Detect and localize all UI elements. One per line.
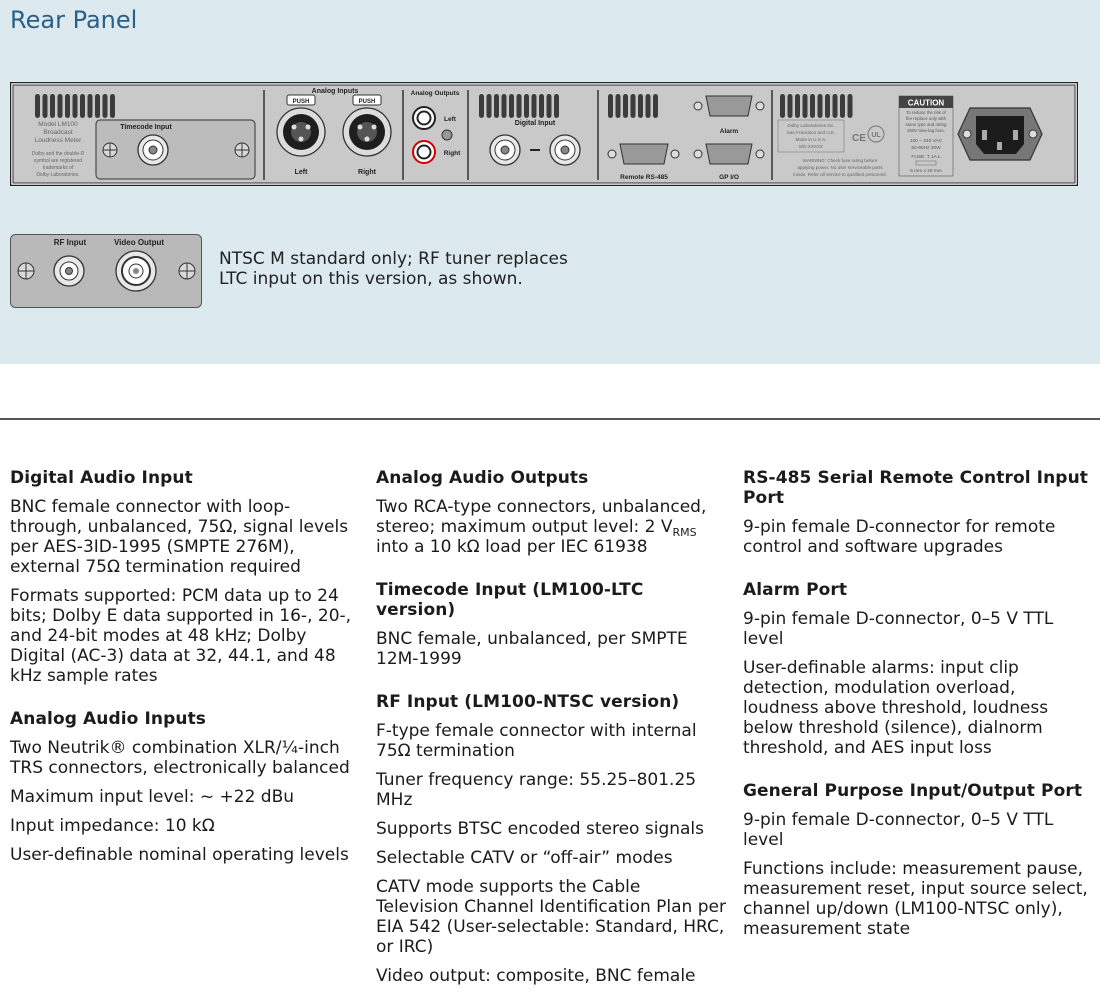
vent-slot	[608, 94, 613, 118]
spec-text: CATV mode supports the Cable Television Channel Identification Plan per EIA 542 (User-selectable: Standard, HRC, or IRC)	[376, 877, 726, 957]
spec-text: Tuner frequency range: 55.25–801.25 MHz	[376, 770, 697, 810]
spec-text: 9-pin female D-connector for remote control and software upgrades	[743, 517, 1056, 557]
ul-mark: UL	[871, 132, 881, 139]
vent-slot	[788, 94, 793, 118]
svg-text:FUSE: T 1A L: FUSE: T 1A L	[911, 155, 941, 160]
caution-text	[905, 110, 947, 133]
spec-text: 9-pin female D-connector, 0–5 V TTL level	[743, 810, 1054, 850]
input-left-label: Left	[294, 169, 308, 176]
svg-text:Made in U.S.A.: Made in U.S.A.	[795, 137, 827, 142]
vent-slot	[479, 94, 484, 118]
spec-text: Formats supported: PCM data up to 24 bits; Dolby E data supported in 16-, 20-, and 24-bit modes at 48 kHz; Dolby Digital (AC-3) data at 32, 44.1, and 48 kHz sample rates	[10, 586, 352, 686]
rf-note-line: NTSC M standard only; RF tuner replaces	[219, 249, 568, 269]
vent-slot	[795, 94, 800, 118]
timecode-input-heading: Timecode Input (LM100-LTC version)	[376, 580, 644, 620]
spec-text: Two RCA-type connectors, unbalanced, stereo; maximum output level: 2 $V_{RMS}$ into a 10 kΩ load per IEC 61938	[376, 497, 707, 557]
rca-left-connector	[413, 107, 435, 129]
bnc-digital-thru-connector	[550, 135, 580, 165]
vent-slot	[65, 94, 70, 118]
spec-column-3	[743, 468, 1093, 948]
rca-right-connector	[413, 141, 435, 163]
svg-text:same type and rating: same type and rating	[905, 122, 947, 127]
vent-slot	[502, 94, 507, 118]
vent-slot	[825, 94, 830, 118]
spec-text: BNC female, unbalanced, per SMPTE 12M-1999	[376, 629, 688, 669]
svg-text:Dolby Laboratories.: Dolby Laboratories.	[36, 172, 80, 178]
digital-audio-input-heading: Digital Audio Input	[10, 468, 193, 488]
f-type-rf-connector	[54, 256, 84, 286]
vent-slot	[539, 94, 544, 118]
vent-slot	[803, 94, 808, 118]
vent-slot	[554, 94, 559, 118]
vent-slot	[509, 94, 514, 118]
screw-icon	[179, 263, 195, 279]
spec-text: Maximum input level: ~ +22 dBu	[10, 787, 295, 807]
svg-text:CAUTION: CAUTION	[907, 98, 945, 108]
spec-column-2	[376, 468, 728, 995]
digital-input-label: Digital Input	[514, 120, 556, 127]
vent-slot	[810, 94, 815, 118]
bnc-digital-in-connector	[490, 135, 520, 165]
vent-slot	[623, 94, 628, 118]
vent-slot	[780, 94, 785, 118]
spec-text: Video output: composite, BNC female	[376, 966, 696, 986]
screw-icon	[18, 263, 34, 279]
svg-text:PUSH: PUSH	[358, 99, 376, 105]
svg-text:Loudness Meter: Loudness Meter	[34, 137, 82, 144]
rf-module-diagram	[10, 234, 202, 308]
svg-text:symbol are registered: symbol are registered	[33, 158, 83, 164]
spec-text: User-definable nominal operating levels	[10, 845, 349, 865]
spec-column-1	[10, 468, 362, 874]
spec-text: User-definable alarms: input clip detection, modulation overload, loudness above threshold, loudness below threshold (silence), dialnorm threshold, and AES input loss	[743, 658, 1049, 758]
vent-slot	[638, 94, 643, 118]
vent-slot	[616, 94, 621, 118]
spec-text: 9-pin female D-connector, 0–5 V TTL level	[743, 609, 1054, 649]
vent-slot	[646, 94, 651, 118]
vent-slot	[487, 94, 492, 118]
svg-text:50-60Hz 30W: 50-60Hz 30W	[911, 146, 941, 151]
vent-slot	[840, 94, 845, 118]
rf-note-line: LTC input on this version, as shown.	[219, 269, 523, 289]
vent-slot	[103, 94, 108, 118]
remote-label: Remote RS-485	[620, 174, 668, 181]
vent-slot	[532, 94, 537, 118]
screw-icon	[235, 143, 249, 157]
screw-icon	[103, 143, 117, 157]
vent-slot	[43, 94, 48, 118]
warning-text	[793, 158, 887, 177]
spec-text: Input impedance: 10 kΩ	[10, 816, 215, 836]
svg-text:applying power. No user servic: applying power. No user serviceable parts	[797, 165, 883, 170]
spec-text: Two Neutrik® combination XLR/¼-inch TRS connectors, electronically balanced	[10, 738, 350, 778]
vent-slot	[653, 94, 658, 118]
spec-text: Functions include: measurement pause, measurement reset, input source select, channel up/down (LM100-NTSC only), measurement state	[743, 859, 1088, 939]
vent-slot	[547, 94, 552, 118]
analog-audio-outputs-heading: Analog Audio Outputs	[376, 468, 589, 488]
analog-outputs-label: Analog Outputs	[410, 90, 460, 97]
vent-slot	[517, 94, 522, 118]
alarm-label: Alarm	[719, 128, 739, 135]
vent-slot	[524, 94, 529, 118]
svg-text:trademarks of: trademarks of	[42, 165, 74, 171]
gpio-port-heading: General Purpose Input/Output Port	[743, 781, 1083, 801]
svg-text:250V time-lag fuse.: 250V time-lag fuse.	[907, 128, 945, 133]
bnc-video-output-connector	[116, 251, 156, 291]
vent-slot	[58, 94, 63, 118]
rf-input-heading: RF Input (LM100-NTSC version)	[376, 692, 680, 712]
rf-input-label: RF Input	[53, 238, 87, 247]
bnc-timecode-connector	[138, 135, 168, 165]
vent-slot	[631, 94, 636, 118]
spec-text: Selectable CATV or “off-air” modes	[376, 848, 673, 868]
output-right-label: Right	[443, 150, 461, 157]
alarm-port-heading: Alarm Port	[743, 580, 848, 600]
ground-post	[442, 130, 452, 140]
svg-text:San Francisco and U.K.: San Francisco and U.K.	[786, 130, 836, 135]
svg-text:inside. Refer all service to q: inside. Refer all service to qualified personnel.	[793, 172, 887, 177]
svg-text:S/N XXXXX: S/N XXXXX	[798, 144, 824, 149]
vent-slot	[818, 94, 823, 118]
svg-text:Broadcast: Broadcast	[43, 129, 73, 136]
vent-slot	[80, 94, 85, 118]
svg-text:fire replace only with: fire replace only with	[905, 116, 947, 121]
svg-text:100 – 240 VAC: 100 – 240 VAC	[909, 139, 943, 144]
section-divider	[0, 418, 1100, 420]
vent-slot	[73, 94, 78, 118]
svg-text:Dolby and the double-D: Dolby and the double-D	[31, 151, 85, 157]
rs485-heading: RS-485 Serial Remote Control Input Port	[743, 468, 1089, 508]
svg-text:Model LM100: Model LM100	[38, 121, 78, 128]
vent-slot	[88, 94, 93, 118]
svg-text:PUSH: PUSH	[292, 99, 310, 105]
vent-slot	[110, 94, 115, 118]
rear-panel-diagram	[10, 82, 1078, 186]
svg-text:To reduce the risk of: To reduce the risk of	[906, 110, 946, 115]
vent-slot	[848, 94, 853, 118]
input-right-label: Right	[358, 169, 376, 176]
vent-slot	[494, 94, 499, 118]
vent-slot	[833, 94, 838, 118]
gpio-label: GP I/O	[719, 174, 739, 181]
analog-inputs-label: Analog Inputs	[311, 88, 359, 95]
power-inlet-icon	[958, 108, 1042, 160]
page-title: Rear Panel	[10, 6, 138, 34]
ce-mark: CE	[852, 133, 866, 144]
vent-slot	[35, 94, 40, 118]
spec-text: BNC female connector with loop-through, unbalanced, 75Ω, signal levels per AES-3ID-1995 (SMPTE 276M), external 75Ω termination required	[10, 497, 349, 577]
svg-text:WARNING: Check fuse rating bef: WARNING: Check fuse rating before	[802, 158, 878, 163]
vent-slot	[95, 94, 100, 118]
svg-text:Dolby Laboratories Inc.: Dolby Laboratories Inc.	[787, 123, 835, 128]
output-left-label: Left	[444, 116, 456, 123]
spec-text: Supports BTSC encoded stereo signals	[376, 819, 705, 839]
spec-text: F-type female connector with internal 75Ω termination	[376, 721, 697, 761]
rf-note	[219, 249, 579, 289]
video-output-label: Video Output	[113, 238, 165, 247]
svg-text:5 mm x 20 mm: 5 mm x 20 mm	[910, 169, 942, 174]
analog-audio-inputs-heading: Analog Audio Inputs	[10, 709, 207, 729]
timecode-label: Timecode Input	[120, 124, 172, 131]
vent-slot	[50, 94, 55, 118]
